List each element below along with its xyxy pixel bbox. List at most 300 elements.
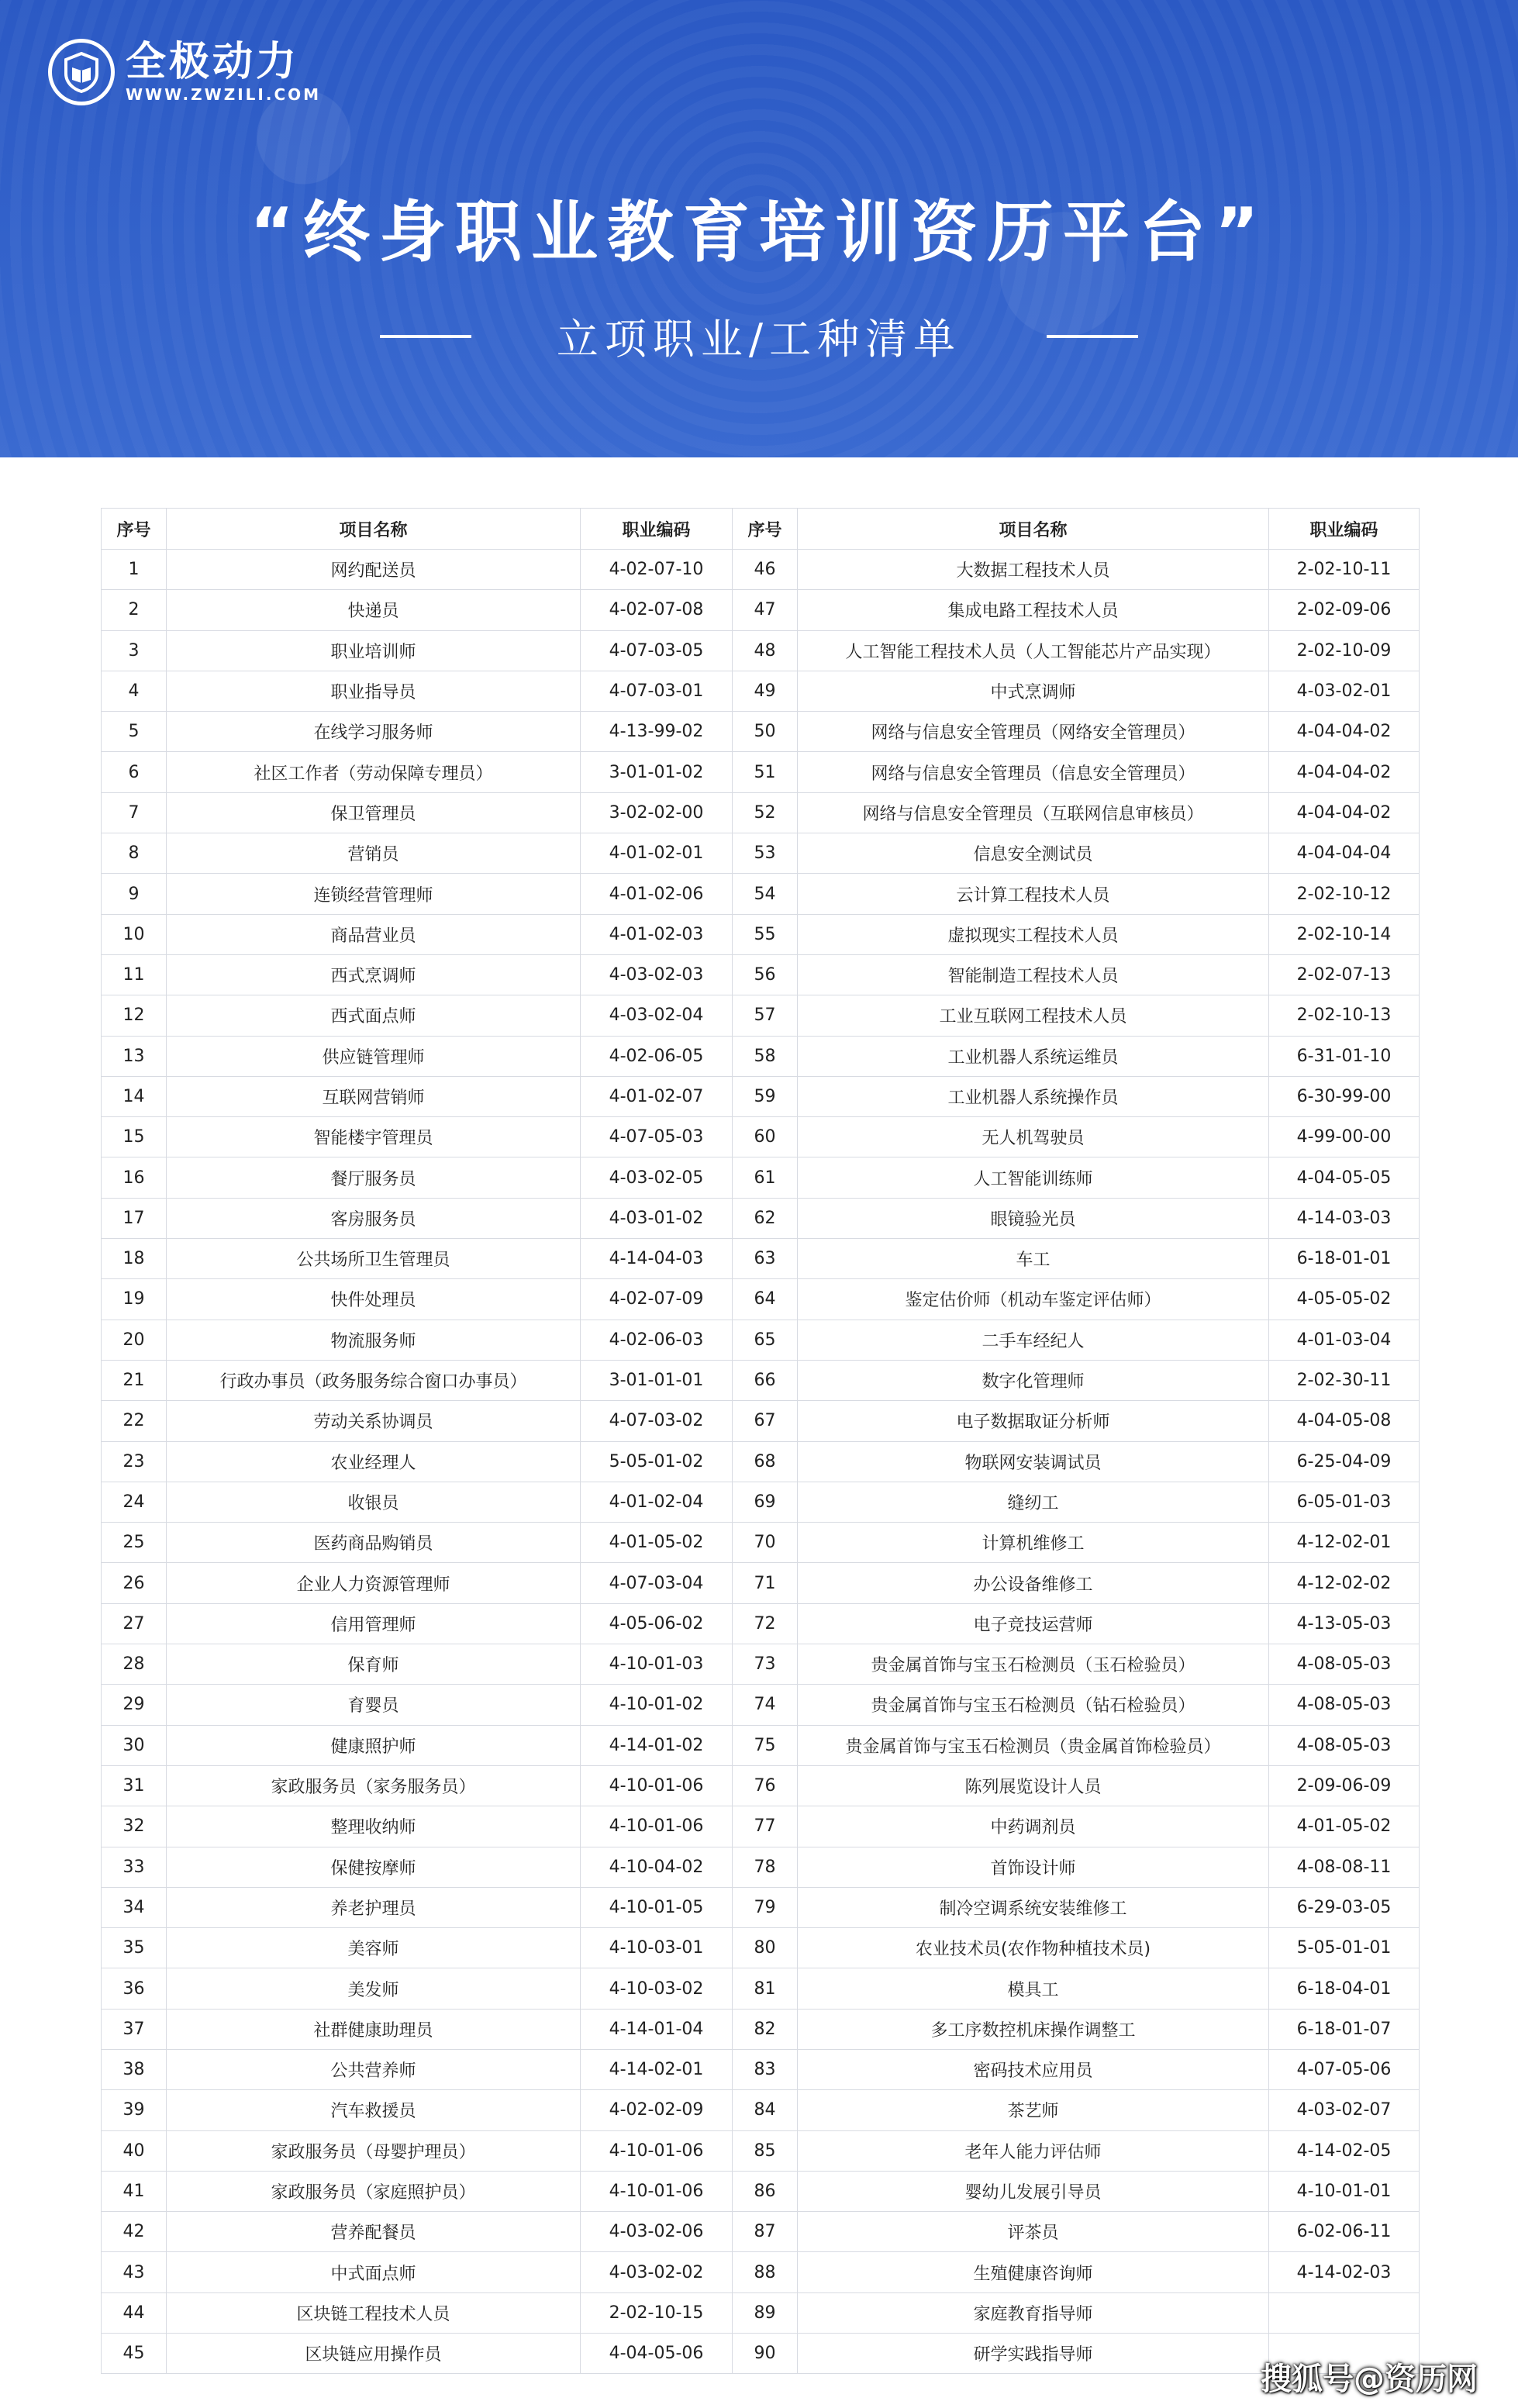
cell-seq: 3: [102, 630, 167, 671]
cell-seq: 79: [733, 1887, 798, 1927]
cell-name: 工业互联网工程技术人员: [798, 995, 1269, 1036]
cell-name: 保育师: [167, 1644, 581, 1685]
cell-name: 营养配餐员: [167, 2212, 581, 2252]
cell-code: 4-01-02-03: [581, 914, 733, 954]
cell-code: 4-10-04-02: [581, 1847, 733, 1887]
cell-seq: 86: [733, 2171, 798, 2211]
cell-name: 办公设备维修工: [798, 1563, 1269, 1603]
cell-code: 4-02-06-03: [581, 1320, 733, 1360]
cell-seq: 31: [102, 1765, 167, 1806]
cell-code: 4-07-05-03: [581, 1117, 733, 1157]
cell-code: 5-05-01-01: [1269, 1928, 1420, 1968]
cell-seq: 90: [733, 2334, 798, 2374]
cell-code: 4-12-02-01: [1269, 1523, 1420, 1563]
table-row: [102, 1076, 1420, 1116]
cell-code: 6-25-04-09: [1269, 1441, 1420, 1482]
divider: [1047, 335, 1138, 338]
occupation-table-container: [101, 508, 1419, 2374]
cell-name: 区块链工程技术人员: [167, 2292, 581, 2333]
cell-seq: 9: [102, 874, 167, 914]
cell-name: 家政服务员（家庭照护员）: [167, 2171, 581, 2211]
cell-code: 4-03-02-04: [581, 995, 733, 1036]
header-code: 职业编码: [1269, 509, 1420, 550]
table-row: [102, 874, 1420, 914]
cell-name: 多工序数控机床操作调整工: [798, 2009, 1269, 2049]
cell-code: 4-04-04-02: [1269, 712, 1420, 752]
cell-seq: 64: [733, 1279, 798, 1320]
table-row: [102, 1968, 1420, 2009]
cell-seq: 75: [733, 1725, 798, 1765]
header-name: 项目名称: [167, 509, 581, 550]
page-subtitle: 立项职业/工种清单: [556, 315, 962, 364]
cell-code: 4-08-05-03: [1269, 1644, 1420, 1685]
table-row: [102, 1928, 1420, 1968]
cell-code: 4-10-01-06: [581, 2130, 733, 2171]
table-row: [102, 2334, 1420, 2374]
cell-name: 鉴定估价师（机动车鉴定评估师）: [798, 1279, 1269, 1320]
cell-code: 4-10-01-03: [581, 1644, 733, 1685]
cell-code: 2-02-09-06: [1269, 590, 1420, 630]
cell-code: 4-03-02-02: [581, 2252, 733, 2292]
table-row: [102, 2130, 1420, 2171]
cell-code: 2-02-10-13: [1269, 995, 1420, 1036]
table-row: [102, 1198, 1420, 1238]
cell-seq: 42: [102, 2212, 167, 2252]
cell-code: 6-18-04-01: [1269, 1968, 1420, 2009]
table-row: [102, 1523, 1420, 1563]
cell-code: 2-02-10-14: [1269, 914, 1420, 954]
cell-seq: 14: [102, 1076, 167, 1116]
table-row: [102, 1806, 1420, 1847]
cell-name: 虚拟现实工程技术人员: [798, 914, 1269, 954]
cell-seq: 30: [102, 1725, 167, 1765]
cell-name: 中式面点师: [167, 2252, 581, 2292]
cell-name: 在线学习服务师: [167, 712, 581, 752]
cell-code: 4-10-01-06: [581, 2171, 733, 2211]
cell-code: 3-02-02-00: [581, 792, 733, 833]
table-row: [102, 1279, 1420, 1320]
cell-name: 网络与信息安全管理员（网络安全管理员）: [798, 712, 1269, 752]
table-row: [102, 1360, 1420, 1400]
cell-seq: 39: [102, 2090, 167, 2130]
cell-seq: 40: [102, 2130, 167, 2171]
cell-code: 4-14-03-03: [1269, 1198, 1420, 1238]
cell-seq: 47: [733, 590, 798, 630]
cell-seq: 8: [102, 833, 167, 874]
cell-name: 企业人力资源管理师: [167, 1563, 581, 1603]
cell-code: 4-01-03-04: [1269, 1320, 1420, 1360]
cell-code: 4-02-07-09: [581, 1279, 733, 1320]
cell-code: 4-03-02-01: [1269, 671, 1420, 711]
cell-name: 西式面点师: [167, 995, 581, 1036]
cell-name: 婴幼儿发展引导员: [798, 2171, 1269, 2211]
cell-seq: 5: [102, 712, 167, 752]
table-row: [102, 1563, 1420, 1603]
cell-code: 4-08-05-03: [1269, 1685, 1420, 1725]
cell-seq: 49: [733, 671, 798, 711]
cell-code: 4-08-08-11: [1269, 1847, 1420, 1887]
cell-seq: 57: [733, 995, 798, 1036]
cell-code: 4-10-03-01: [581, 1928, 733, 1968]
cell-seq: 53: [733, 833, 798, 874]
cell-code: 4-02-07-08: [581, 590, 733, 630]
cell-name: 无人机驾驶员: [798, 1117, 1269, 1157]
cell-seq: 15: [102, 1117, 167, 1157]
cell-code: 2-02-10-12: [1269, 874, 1420, 914]
cell-code: 6-05-01-03: [1269, 1482, 1420, 1522]
cell-seq: 35: [102, 1928, 167, 1968]
cell-seq: 74: [733, 1685, 798, 1725]
cell-seq: 18: [102, 1239, 167, 1279]
table-row: [102, 1765, 1420, 1806]
cell-code: 4-14-01-02: [581, 1725, 733, 1765]
table-row: [102, 1157, 1420, 1198]
watermark: 搜狐号@资历网: [1261, 2361, 1478, 2397]
cell-code: 4-02-06-05: [581, 1036, 733, 1076]
cell-name: 物联网安装调试员: [798, 1441, 1269, 1482]
cell-name: 工业机器人系统运维员: [798, 1036, 1269, 1076]
cell-name: 生殖健康咨询师: [798, 2252, 1269, 2292]
table-row: [102, 752, 1420, 792]
cell-code: 4-04-05-06: [581, 2334, 733, 2374]
cell-name: 连锁经营管理师: [167, 874, 581, 914]
cell-name: 职业指导员: [167, 671, 581, 711]
table-row: [102, 1685, 1420, 1725]
cell-name: 育婴员: [167, 1685, 581, 1725]
cell-name: 电子竞技运营师: [798, 1603, 1269, 1644]
cell-name: 中式烹调师: [798, 671, 1269, 711]
cell-name: 劳动关系协调员: [167, 1401, 581, 1441]
cell-code: 4-13-05-03: [1269, 1603, 1420, 1644]
cell-name: 制冷空调系统安装维修工: [798, 1887, 1269, 1927]
cell-seq: 16: [102, 1157, 167, 1198]
cell-name: 大数据工程技术人员: [798, 550, 1269, 590]
cell-seq: 17: [102, 1198, 167, 1238]
cell-name: 西式烹调师: [167, 954, 581, 995]
cell-seq: 61: [733, 1157, 798, 1198]
cell-code: 6-30-99-00: [1269, 1076, 1420, 1116]
cell-code: 4-14-02-01: [581, 2049, 733, 2089]
cell-name: 职业培训师: [167, 630, 581, 671]
table-row: [102, 833, 1420, 874]
cell-name: 整理收纳师: [167, 1806, 581, 1847]
cell-seq: 25: [102, 1523, 167, 1563]
cell-code: 2-02-10-15: [581, 2292, 733, 2333]
logo: [48, 37, 321, 107]
cell-seq: 71: [733, 1563, 798, 1603]
cell-code: 4-01-02-01: [581, 833, 733, 874]
cell-name: 缝纫工: [798, 1482, 1269, 1522]
cell-code: 4-10-01-01: [1269, 2171, 1420, 2211]
cell-seq: 66: [733, 1360, 798, 1400]
cell-name: 智能楼宇管理员: [167, 1117, 581, 1157]
cell-seq: 19: [102, 1279, 167, 1320]
cell-name: 车工: [798, 1239, 1269, 1279]
cell-seq: 73: [733, 1644, 798, 1685]
cell-name: 公共场所卫生管理员: [167, 1239, 581, 1279]
cell-name: 农业经理人: [167, 1441, 581, 1482]
cell-code: 4-03-02-05: [581, 1157, 733, 1198]
table-row: [102, 671, 1420, 711]
cell-seq: 7: [102, 792, 167, 833]
cell-seq: 69: [733, 1482, 798, 1522]
cell-name: 网约配送员: [167, 550, 581, 590]
cell-seq: 21: [102, 1360, 167, 1400]
cell-seq: 65: [733, 1320, 798, 1360]
cell-name: 集成电路工程技术人员: [798, 590, 1269, 630]
cell-code: 4-01-02-06: [581, 874, 733, 914]
cell-name: 智能制造工程技术人员: [798, 954, 1269, 995]
cell-code: 4-14-01-04: [581, 2009, 733, 2049]
table-row: [102, 1320, 1420, 1360]
cell-seq: 12: [102, 995, 167, 1036]
cell-code: 4-08-05-03: [1269, 1725, 1420, 1765]
cell-code: 4-07-03-01: [581, 671, 733, 711]
table-row: [102, 1239, 1420, 1279]
cell-code: 4-03-02-03: [581, 954, 733, 995]
cell-seq: 32: [102, 1806, 167, 1847]
table-row: [102, 792, 1420, 833]
cell-name: 信用管理师: [167, 1603, 581, 1644]
cell-name: 商品营业员: [167, 914, 581, 954]
header-code: 职业编码: [581, 509, 733, 550]
cell-code: 3-01-01-01: [581, 1360, 733, 1400]
table-row: [102, 2090, 1420, 2130]
header-seq: 序号: [733, 509, 798, 550]
cell-name: 信息安全测试员: [798, 833, 1269, 874]
cell-seq: 58: [733, 1036, 798, 1076]
cell-name: 眼镜验光员: [798, 1198, 1269, 1238]
cell-code: 4-10-01-05: [581, 1887, 733, 1927]
cell-name: 美容师: [167, 1928, 581, 1968]
cell-name: 公共营养师: [167, 2049, 581, 2089]
cell-code: 4-99-00-00: [1269, 1117, 1420, 1157]
cell-code: 6-02-06-11: [1269, 2212, 1420, 2252]
table-row: [102, 2252, 1420, 2292]
cell-seq: 63: [733, 1239, 798, 1279]
cell-name: 数字化管理师: [798, 1360, 1269, 1400]
cell-name: 家政服务员（母婴护理员）: [167, 2130, 581, 2171]
cell-code: 4-07-03-05: [581, 630, 733, 671]
cell-seq: 41: [102, 2171, 167, 2211]
cell-code: 4-14-04-03: [581, 1239, 733, 1279]
cell-code: 4-04-04-04: [1269, 833, 1420, 874]
table-row: [102, 630, 1420, 671]
cell-seq: 45: [102, 2334, 167, 2374]
cell-seq: 68: [733, 1441, 798, 1482]
cell-name: 电子数据取证分析师: [798, 1401, 1269, 1441]
cell-code: 4-03-01-02: [581, 1198, 733, 1238]
logo-url: WWW.ZWZILI.COM: [126, 85, 322, 104]
cell-seq: 78: [733, 1847, 798, 1887]
cell-name: 模具工: [798, 1968, 1269, 2009]
table-row: [102, 995, 1420, 1036]
table-row: [102, 1036, 1420, 1076]
cell-code: 4-02-02-09: [581, 2090, 733, 2130]
cell-name: 密码技术应用员: [798, 2049, 1269, 2089]
cell-seq: 51: [733, 752, 798, 792]
header-name: 项目名称: [798, 509, 1269, 550]
cell-seq: 33: [102, 1847, 167, 1887]
cell-name: 中药调剂员: [798, 1806, 1269, 1847]
cell-code: 6-18-01-07: [1269, 2009, 1420, 2049]
table-row: [102, 590, 1420, 630]
cell-seq: 84: [733, 2090, 798, 2130]
cell-code: 4-02-07-10: [581, 550, 733, 590]
table-row: [102, 712, 1420, 752]
cell-name: 老年人能力评估师: [798, 2130, 1269, 2171]
table-row: [102, 1847, 1420, 1887]
logo-name: 全极动力: [126, 39, 300, 85]
cell-seq: 89: [733, 2292, 798, 2333]
table-row: [102, 2171, 1420, 2211]
cell-name: 农业技术员(农作物种植技术员): [798, 1928, 1269, 1968]
cell-name: 健康照护师: [167, 1725, 581, 1765]
cell-code: 3-01-01-02: [581, 752, 733, 792]
cell-name: 餐厅服务员: [167, 1157, 581, 1198]
cell-seq: 11: [102, 954, 167, 995]
table-row: [102, 1725, 1420, 1765]
cell-name: 茶艺师: [798, 2090, 1269, 2130]
cell-seq: 13: [102, 1036, 167, 1076]
cell-seq: 23: [102, 1441, 167, 1482]
cell-name: 供应链管理师: [167, 1036, 581, 1076]
cell-code: [1269, 2292, 1420, 2333]
cell-seq: 62: [733, 1198, 798, 1238]
cell-name: 收银员: [167, 1482, 581, 1522]
cell-code: 4-01-02-04: [581, 1482, 733, 1522]
cell-code: 4-07-05-06: [1269, 2049, 1420, 2089]
cell-name: 云计算工程技术人员: [798, 874, 1269, 914]
table-row: [102, 1401, 1420, 1441]
cell-code: 6-18-01-01: [1269, 1239, 1420, 1279]
table-row: [102, 1603, 1420, 1644]
cell-name: 美发师: [167, 1968, 581, 2009]
cell-code: 4-04-04-02: [1269, 752, 1420, 792]
cell-code: 4-01-05-02: [581, 1523, 733, 1563]
cell-name: 社群健康助理员: [167, 2009, 581, 2049]
cell-name: 网络与信息安全管理员（互联网信息审核员）: [798, 792, 1269, 833]
cell-code: 4-04-05-05: [1269, 1157, 1420, 1198]
cell-name: 贵金属首饰与宝玉石检测员（贵金属首饰检验员）: [798, 1725, 1269, 1765]
cell-name: 区块链应用操作员: [167, 2334, 581, 2374]
cell-code: 4-03-02-07: [1269, 2090, 1420, 2130]
cell-seq: 22: [102, 1401, 167, 1441]
cell-seq: 70: [733, 1523, 798, 1563]
table-row: [102, 2212, 1420, 2252]
cell-seq: 83: [733, 2049, 798, 2089]
cell-name: 医药商品购销员: [167, 1523, 581, 1563]
cell-code: 4-05-06-02: [581, 1603, 733, 1644]
cell-seq: 44: [102, 2292, 167, 2333]
cell-name: 陈列展览设计人员: [798, 1765, 1269, 1806]
cell-name: 快件处理员: [167, 1279, 581, 1320]
cell-code: 4-14-02-03: [1269, 2252, 1420, 2292]
cell-seq: 77: [733, 1806, 798, 1847]
cell-name: 首饰设计师: [798, 1847, 1269, 1887]
cell-name: 贵金属首饰与宝玉石检测员（玉石检验员）: [798, 1644, 1269, 1685]
cell-seq: 29: [102, 1685, 167, 1725]
cell-seq: 36: [102, 1968, 167, 2009]
cell-code: 4-12-02-02: [1269, 1563, 1420, 1603]
cell-name: 社区工作者（劳动保障专理员）: [167, 752, 581, 792]
table-row: [102, 954, 1420, 995]
cell-seq: 50: [733, 712, 798, 752]
cell-seq: 85: [733, 2130, 798, 2171]
cell-seq: 38: [102, 2049, 167, 2089]
cell-name: 网络与信息安全管理员（信息安全管理员）: [798, 752, 1269, 792]
cell-code: 4-14-02-05: [1269, 2130, 1420, 2171]
occupation-table: [101, 508, 1420, 2374]
header-banner: [0, 0, 1518, 457]
table-header-row: [102, 509, 1420, 550]
cell-code: 4-10-01-06: [581, 1806, 733, 1847]
cell-seq: 46: [733, 550, 798, 590]
cell-seq: 37: [102, 2009, 167, 2049]
cell-seq: 48: [733, 630, 798, 671]
cell-code: 6-29-03-05: [1269, 1887, 1420, 1927]
cell-code: 4-13-99-02: [581, 712, 733, 752]
cell-seq: 28: [102, 1644, 167, 1685]
cell-code: 4-05-05-02: [1269, 1279, 1420, 1320]
cell-seq: 20: [102, 1320, 167, 1360]
cell-name: 研学实践指导师: [798, 2334, 1269, 2374]
cell-name: 互联网营销师: [167, 1076, 581, 1116]
cell-name: 保卫管理员: [167, 792, 581, 833]
cell-code: 4-10-01-02: [581, 1685, 733, 1725]
cell-seq: 6: [102, 752, 167, 792]
cell-name: 家庭教育指导师: [798, 2292, 1269, 2333]
cell-seq: 1: [102, 550, 167, 590]
cell-code: 4-07-03-02: [581, 1401, 733, 1441]
cell-name: 评茶员: [798, 2212, 1269, 2252]
cell-name: 工业机器人系统操作员: [798, 1076, 1269, 1116]
cell-code: 4-01-05-02: [1269, 1806, 1420, 1847]
table-body: [102, 550, 1420, 2374]
cell-seq: 24: [102, 1482, 167, 1522]
cell-name: 贵金属首饰与宝玉石检测员（钻石检验员）: [798, 1685, 1269, 1725]
cell-seq: 10: [102, 914, 167, 954]
cell-name: 行政办事员（政务服务综合窗口办事员）: [167, 1360, 581, 1400]
cell-seq: 81: [733, 1968, 798, 2009]
cell-seq: 26: [102, 1563, 167, 1603]
cell-code: 5-05-01-02: [581, 1441, 733, 1482]
cell-seq: 76: [733, 1765, 798, 1806]
subtitle-row: [0, 306, 1518, 366]
cell-seq: 43: [102, 2252, 167, 2292]
table-row: [102, 1887, 1420, 1927]
cell-code: 4-07-03-04: [581, 1563, 733, 1603]
cell-name: 养老护理员: [167, 1887, 581, 1927]
cell-name: 营销员: [167, 833, 581, 874]
table-row: [102, 1117, 1420, 1157]
table-row: [102, 1644, 1420, 1685]
cell-code: 4-01-02-07: [581, 1076, 733, 1116]
table-row: [102, 1441, 1420, 1482]
table-row: [102, 914, 1420, 954]
header-seq: 序号: [102, 509, 167, 550]
table-row: [102, 550, 1420, 590]
cell-seq: 60: [733, 1117, 798, 1157]
cell-name: 保健按摩师: [167, 1847, 581, 1887]
cell-seq: 54: [733, 874, 798, 914]
cell-name: 物流服务师: [167, 1320, 581, 1360]
cell-seq: 55: [733, 914, 798, 954]
table-row: [102, 1482, 1420, 1522]
cell-code: 4-03-02-06: [581, 2212, 733, 2252]
cell-code: 2-02-07-13: [1269, 954, 1420, 995]
cell-code: 2-09-06-09: [1269, 1765, 1420, 1806]
